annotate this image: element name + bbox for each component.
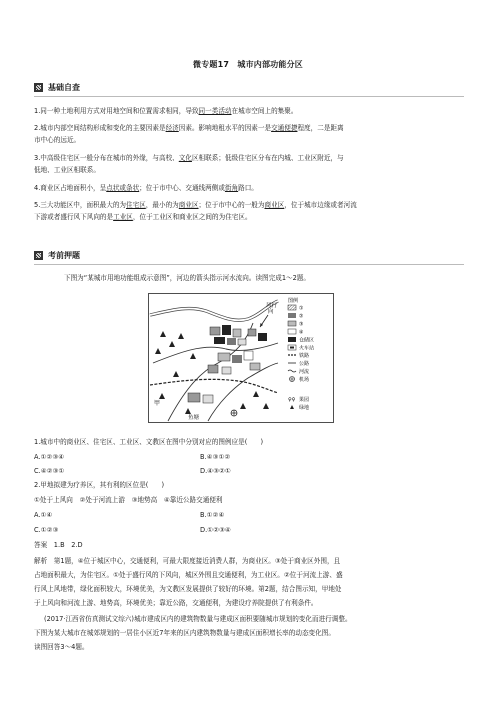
basics-item-5 bbox=[34, 200, 464, 212]
blank-answer: 商业区 bbox=[264, 201, 285, 209]
legend-label: 铁路 bbox=[299, 353, 310, 359]
jia-label: 甲 bbox=[154, 400, 161, 407]
basics-item-2 bbox=[34, 123, 464, 135]
text: ；位于市中心的一般为 bbox=[198, 201, 265, 209]
blank-answer: 交通便捷 bbox=[271, 124, 298, 132]
legend-label: 绿地 bbox=[299, 405, 310, 411]
fish-pond-label: 鱼塘 bbox=[188, 415, 200, 421]
question-2: 2.甲地拟建为疗养区，其有利的区位是( ) bbox=[34, 481, 165, 489]
blank-answer: 同一类活动 bbox=[198, 107, 232, 115]
question-1: 1.城市中的商业区、住宅区、工业区、文教区在图中分别对应的图例应是( ) bbox=[34, 438, 264, 446]
legend-label: 公路 bbox=[299, 361, 310, 367]
text: 路口。 bbox=[238, 184, 258, 192]
text: 3.中高级住宅区一般分布在城市的外缘，与高校、 bbox=[34, 154, 179, 162]
q2-option-d: D.①②③④ bbox=[200, 526, 231, 534]
question-2-items: ①处于上风向 ②处于河流上游 ③地势高 ④靠近公路交通便利 bbox=[34, 496, 223, 504]
text: ，位于工业区和商业区之间的为住宅区。 bbox=[132, 213, 252, 221]
basics-item-1 bbox=[34, 106, 464, 118]
text: 4.商业区占地面积小，呈 bbox=[34, 184, 107, 192]
text: 1.同一种土地利用方式对用地空间和位置需求相同，导致 bbox=[34, 107, 199, 115]
direction-label: 向 bbox=[268, 309, 274, 315]
basics-item-2-cont: 市中心的远近。 bbox=[34, 136, 81, 144]
legend-label: 火车站 bbox=[299, 345, 315, 352]
analysis-line-3: 行风上风地带，绿化面积较大，环境优美，为文教区发展提供了较好的环境。第2题，结合图示知，甲地处 bbox=[34, 585, 342, 593]
section-title: 基础自查 bbox=[48, 83, 80, 92]
section-header-exam bbox=[34, 250, 80, 261]
blank-answer: 工业区 bbox=[113, 213, 133, 221]
text: ，最小的为 bbox=[145, 201, 179, 209]
text: 区相联系；低级住宅区分布在内城、工业区附近，与 bbox=[191, 154, 344, 162]
q1-option-b: B.④③①② bbox=[200, 453, 231, 461]
section-divider bbox=[34, 96, 464, 97]
basics-item-4 bbox=[34, 183, 464, 195]
q1-option-a: A.①②③④ bbox=[34, 453, 65, 461]
analysis-line-1: 解析 第1题，④位于城区中心，交通便利，可最大限度接近消费人群，为商业区。③处于商业区外围，且 bbox=[34, 557, 341, 565]
analysis-line-4: 于上风向和河流上游、地势高，环境优美；靠近公路，交通便利，为建设疗养院提供了有利条件。 bbox=[34, 599, 318, 607]
q2-option-c: C.①②③ bbox=[34, 526, 59, 534]
section-header-basics bbox=[34, 82, 80, 93]
section-icon bbox=[34, 83, 43, 92]
airport-icon bbox=[231, 410, 237, 416]
analysis-line-2: 占地面积最大，为住宅区。①处于盛行风的下风向，城区外围且交通便利，为工业区。②位于河流上游、盛 bbox=[34, 571, 343, 579]
legend-label: 仓储区 bbox=[299, 337, 315, 344]
legend-label: ③ bbox=[299, 321, 304, 328]
basics-item-3 bbox=[34, 153, 464, 165]
q2-option-b: B.①②④ bbox=[200, 511, 225, 519]
legend-label: ② bbox=[299, 313, 304, 320]
legend-label: 机场 bbox=[299, 377, 310, 383]
text: ，位于城市边缘或者河流 bbox=[284, 201, 357, 209]
q1-option-c: C.④②③① bbox=[34, 467, 65, 475]
text: 下游或者盛行风下风向的是 bbox=[34, 213, 114, 221]
blank-answer: 点状或条状 bbox=[106, 184, 140, 192]
section-icon bbox=[34, 251, 43, 260]
text: 因素。影响地租水平的因素一是 bbox=[178, 124, 272, 132]
city-function-map bbox=[148, 293, 334, 423]
text: 在城市空间上的集聚。 bbox=[231, 107, 298, 115]
next-intro-line-2: 下图为某大城市在城郊规划的一居住小区近7年来的区内建筑物数量与建成区面积增长率的动态变化图。 bbox=[34, 629, 335, 637]
basics-item-5-cont bbox=[34, 212, 464, 224]
text: 2.城市内部空间结构形成和变化的主要因素是 bbox=[34, 124, 166, 132]
section-title: 考前押题 bbox=[48, 251, 80, 260]
page-title: 微专题17 城市内部功能分区 bbox=[193, 60, 303, 69]
q2-option-a: A.①④ bbox=[34, 511, 53, 519]
q1-option-d: D.④③②① bbox=[200, 467, 231, 475]
blank-answer: 商业区 bbox=[178, 201, 199, 209]
text: 5.三大功能区中，面积最大的为 bbox=[34, 201, 127, 209]
wind-label: 风行 bbox=[266, 303, 278, 309]
text: 程度，二是距离 bbox=[297, 124, 344, 132]
text: ；位于市中心、交通线两侧或 bbox=[139, 184, 225, 192]
basics-item-3-cont: 低地、工业区相联系。 bbox=[34, 166, 100, 174]
blank-answer: 文化 bbox=[178, 154, 192, 162]
next-intro-line-3: 读图回答3～4题。 bbox=[34, 643, 89, 651]
legend-label: 果园 bbox=[299, 397, 310, 403]
legend-label: 河流 bbox=[299, 369, 310, 375]
answer-line: 答案 1.B 2.D bbox=[34, 541, 83, 549]
svg-text:♀♀: ♀♀ bbox=[288, 397, 296, 403]
blank-answer: 经济 bbox=[165, 124, 179, 132]
blank-answer: 街角 bbox=[224, 184, 239, 192]
legend-label: ① bbox=[299, 305, 304, 312]
intro-text: 下图为“某城市用地功能组成示意图”，河边的箭头指示河水流向。读图完成1～2题。 bbox=[64, 274, 311, 282]
next-intro-line-1: (2017·江西省仿真测试文综六)城市建成区内的建筑物数量与建成区面积要随城市规划的变化而进行调整。 bbox=[44, 615, 352, 623]
section-divider bbox=[34, 264, 464, 265]
blank-answer: 住宅区 bbox=[126, 201, 146, 209]
legend-title: 图例 bbox=[288, 298, 299, 304]
legend-label: ④ bbox=[299, 329, 304, 336]
